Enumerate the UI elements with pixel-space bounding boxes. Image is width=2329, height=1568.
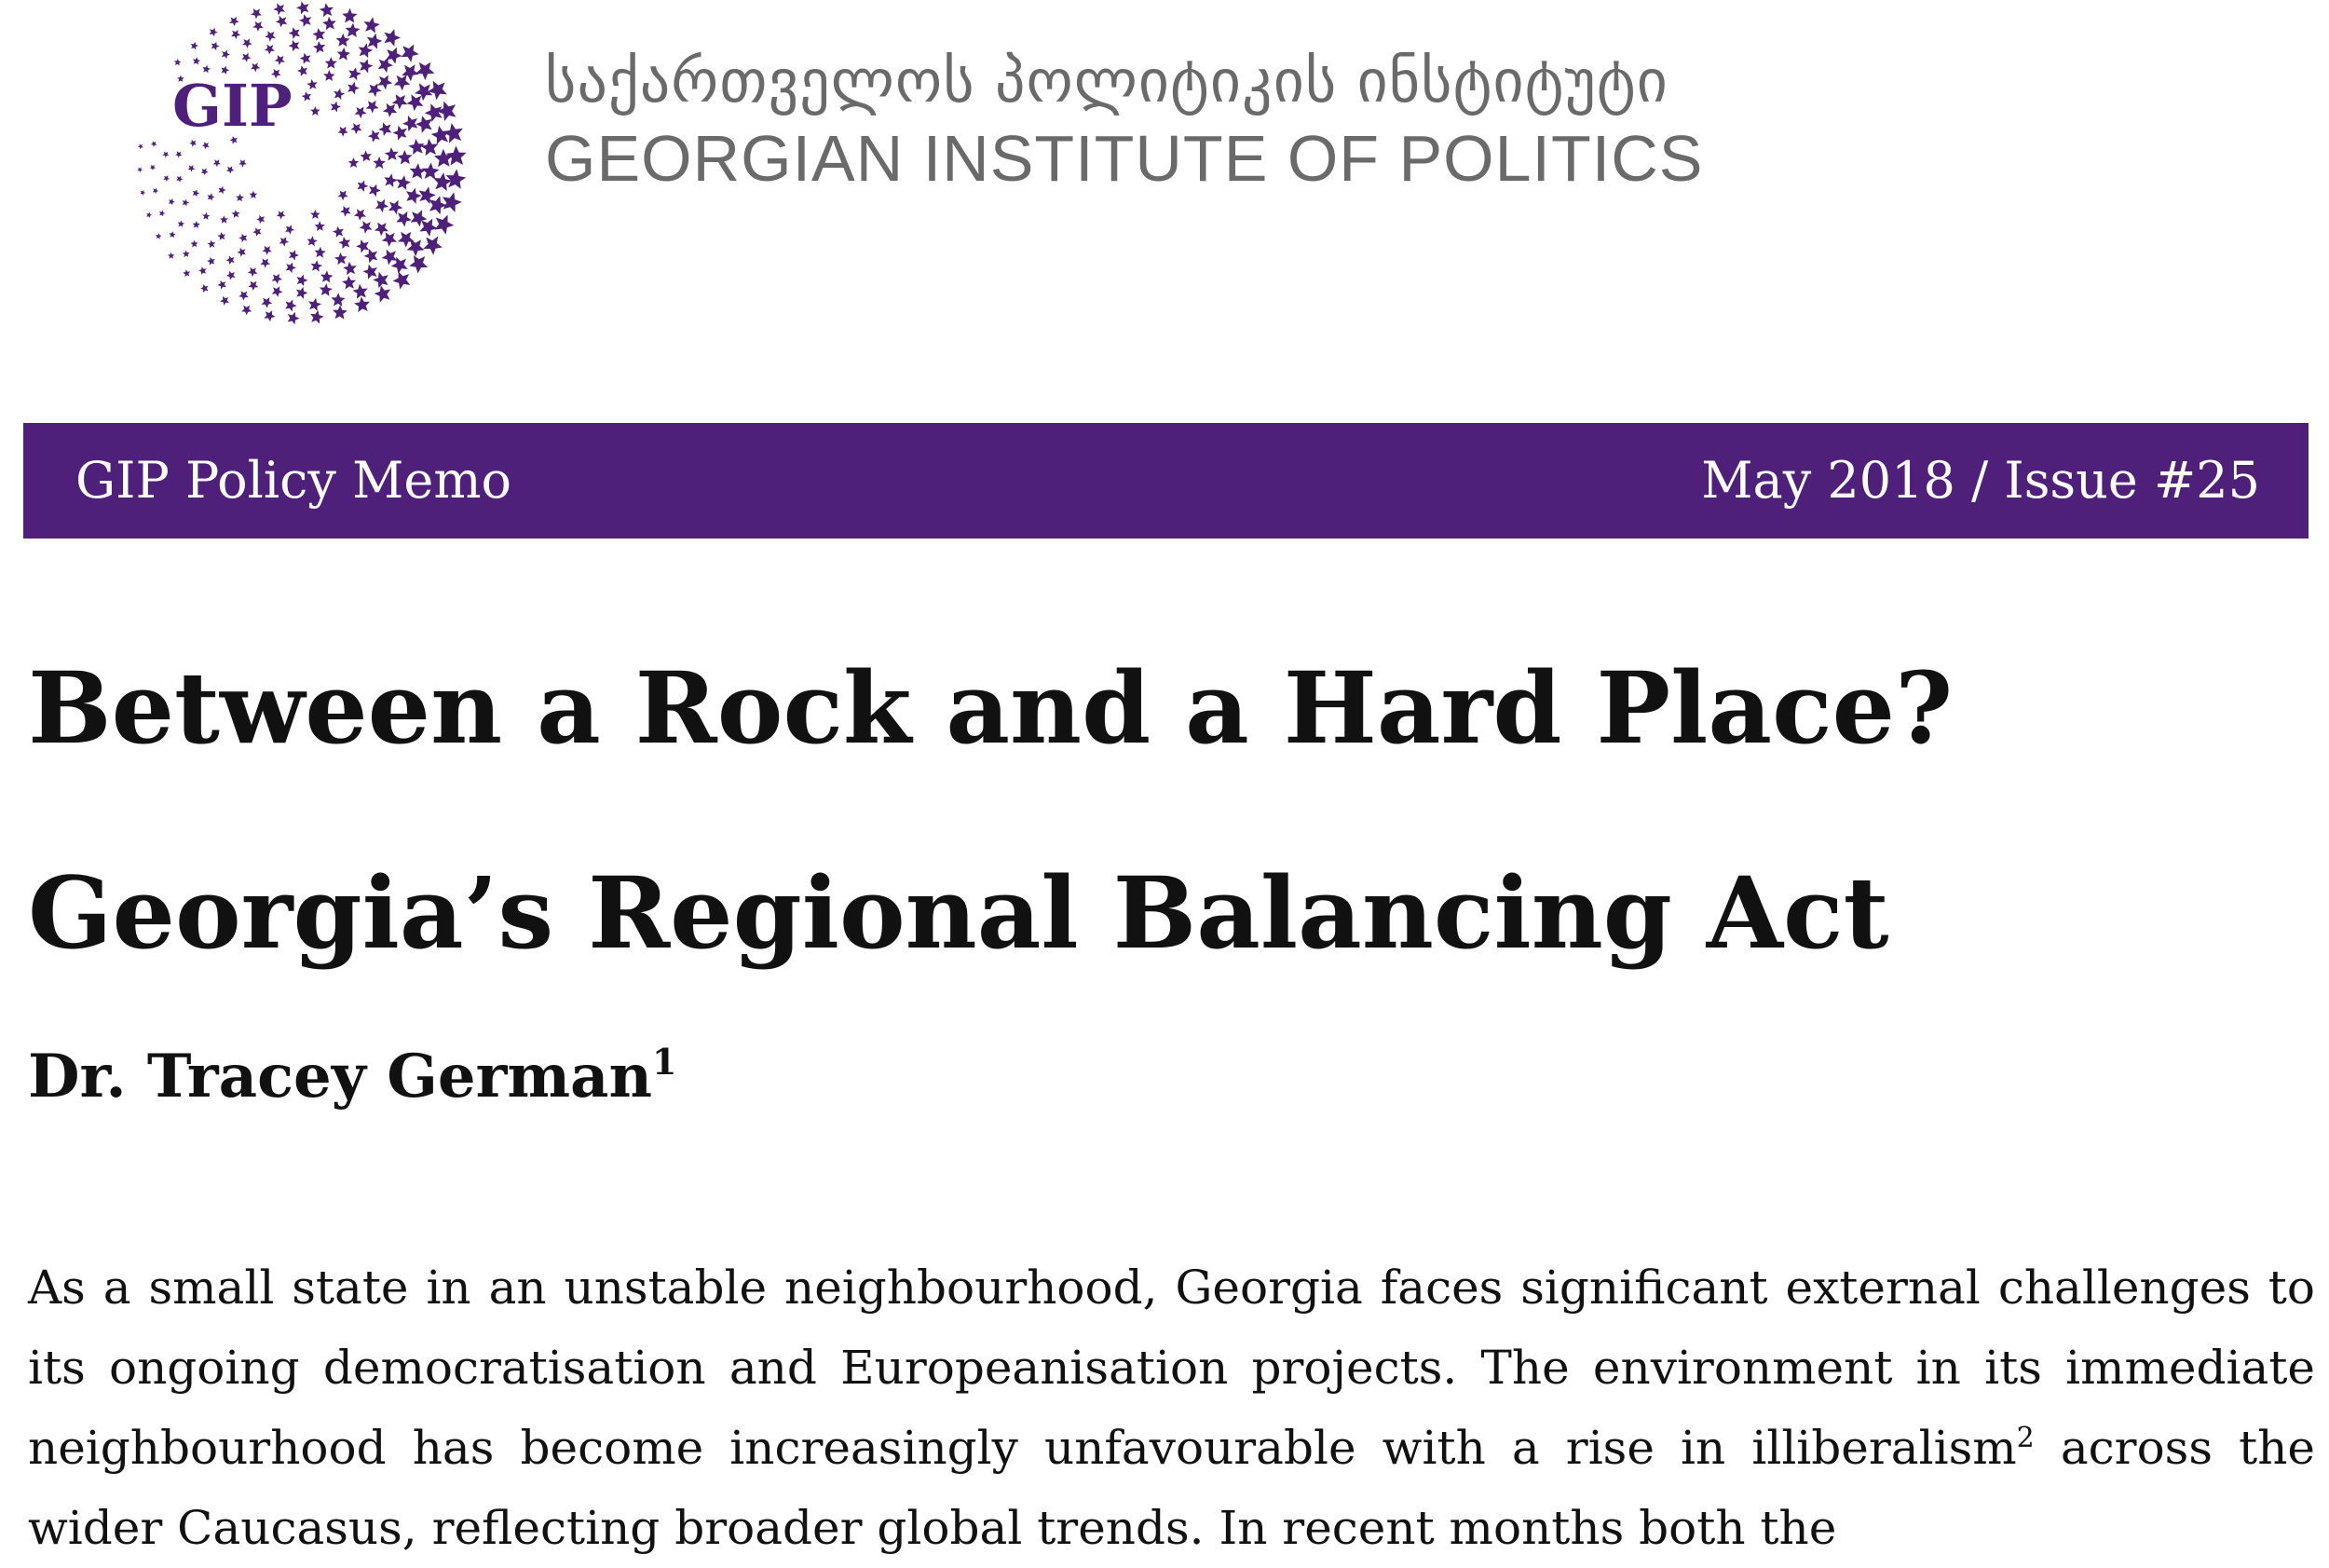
logo-star-shape [415,116,432,133]
logo-star-shape [334,89,345,100]
logo-star-shape [325,57,337,69]
logo-star-shape [289,250,299,260]
logo-star-shape [331,102,341,113]
logo-star-shape [260,259,270,268]
logo-star-shape [238,159,246,167]
logo-star-shape [382,250,398,266]
logo-star-shape [364,249,378,263]
logo-star-shape [322,17,336,31]
logo-star-shape [368,83,382,97]
logo-text: GIP [172,72,293,140]
logo-star-shape [378,57,393,73]
logo-star-shape [385,147,399,161]
logo-star-shape [198,266,207,275]
logo-star-shape [163,175,170,182]
logo-star-shape [251,62,260,72]
logo-star-shape [183,199,189,207]
logo-star-shape [201,169,209,176]
paragraph-footnote-ref[interactable]: 2 [2016,1422,2035,1454]
logo-star-shape [272,274,282,284]
logo-star-shape [342,8,357,23]
logo-star-shape [156,233,162,239]
logo-star-shape [263,246,272,255]
logo-star-shape [241,306,252,316]
logo-star-shape [238,248,246,257]
logo-star-shape [338,237,350,249]
logo-star-shape [169,231,175,238]
logo-star-shape [265,45,275,55]
logo-star-shape [313,41,325,53]
logo-star-shape [272,286,283,297]
logo-star-shape [140,190,145,196]
logo-star-shape [162,152,169,158]
logo-star-shape [202,212,210,220]
logo-star-shape [226,271,236,280]
logo-star-shape [388,200,402,215]
logo-star-shape [190,240,197,248]
logo-star-shape [174,59,182,65]
logo-star-shape [407,239,425,256]
memo-banner [23,423,2309,539]
logo-star-shape [398,150,413,165]
logo-star-shape [320,3,334,17]
logo-star-shape [354,296,370,312]
logo-star-shape [338,127,348,137]
logo-star-shape [193,57,200,64]
logo-star-shape [250,191,258,198]
logo-star-shape [232,210,240,218]
logo-star-shape [208,193,215,200]
organization-name-english: GEORGIAN INSTITUTE OF POLITICS [545,122,1704,195]
logo-star-shape [320,283,333,296]
logo-star-shape [433,172,452,191]
logo-star-shape [313,28,326,41]
logo-star-shape [277,211,286,219]
logo-star-shape [138,144,143,150]
logo-star-shape [183,269,190,277]
logo-star-shape [355,107,367,119]
logo-star-shape [279,237,289,246]
logo-star-shape [251,8,262,19]
logo-star-shape [415,62,434,80]
logo-star-shape [150,165,156,170]
logo-star-shape [311,260,322,271]
logo-star-shape [276,16,287,28]
logo-star-shape [402,45,419,62]
logo-star-shape [406,188,422,204]
logo-star-shape [333,226,344,238]
organization-name-georgian: საქართველოს პოლიტიკის ინსტიტუტი [545,48,1668,116]
logo-star-shape [392,94,408,109]
logo-star-shape [425,103,443,122]
paragraph-text-1: As a small state in an unstable neighbourhood, Georgia faces significant external challenges to its ongoing democratisation and Europeanisation projects. The environment in its immediate neighbourhood has become increasingly unfavourable with a rise in illiberalism [28,1261,2315,1475]
logo-star-shape [218,186,225,194]
author-name: Dr. Tracey German [28,1042,653,1111]
logo-star-shape [383,103,397,117]
logo-star-shape [431,126,450,144]
logo-star-shape [208,240,216,249]
logo-star-shape [242,39,252,48]
logo-star-shape [334,252,347,265]
logo-star-shape [297,65,307,76]
logo-star-shape [363,265,378,280]
logo-star-shape [366,101,379,114]
logo-star-shape [178,220,185,226]
logo-star-shape [358,181,369,192]
logo-star-shape [406,94,423,111]
logo-star-shape [252,21,263,32]
logo-star-shape [333,305,347,319]
gip-logo-icon [107,0,498,335]
author-footnote-ref[interactable]: 1 [652,1041,677,1083]
logo-star-shape [336,34,350,47]
logo-star-shape [256,215,265,224]
logo-star-shape [346,23,361,37]
logo-star-shape [299,14,311,27]
logo-star-shape [348,67,361,80]
logo-star-shape [286,263,296,274]
logo-star-shape [306,79,317,89]
logo-star-shape [193,221,200,228]
logo-star-shape [285,300,297,312]
logo-star-shape [273,3,285,15]
logo-star-shape [151,141,157,146]
logo-star-shape [375,285,391,302]
document-title: Between a Rock and a Hard Place? Georgia’s Regional Balancing Act [28,649,1954,971]
logo-star-shape [419,219,437,237]
issue-label: May 2018 / Issue #25 [1701,451,2260,510]
logo-star-shape [193,189,200,197]
logo-star-shape [236,194,244,202]
logo-star-shape [153,188,158,194]
logo-star-shape [220,215,228,223]
logo-star-shape [315,247,326,258]
logo-star-shape [229,17,238,26]
logo-star-shape [368,130,380,142]
logo-star-shape [384,29,401,47]
logo-star-shape [434,149,453,168]
logo-star-shape [265,31,276,41]
logo-star-shape [248,267,258,277]
logo-star-shape [394,75,411,91]
logo-star-shape [252,227,261,237]
series-label: GIP Policy Memo [75,451,512,510]
logo-star-shape [238,234,247,242]
logo-star-shape [296,287,307,299]
logo-star-shape [300,53,311,64]
logo-star-shape [375,199,388,212]
logo-star-shape [340,206,351,217]
logo-star-shape [137,168,143,173]
logo-star-shape [176,176,183,183]
logo-star-shape [249,281,259,291]
logo-star-shape [437,102,456,121]
organization-name [545,45,1704,198]
logo-star-shape [378,122,391,136]
logo-star-shape [446,169,467,188]
logo-star-shape [213,159,221,167]
logo-star-shape [159,211,166,217]
logo-star-shape [423,237,443,255]
logo-star-shape [210,28,218,36]
logo-star-shape [288,312,300,325]
logo-star-shape [169,198,175,205]
logo-star-shape [350,123,361,134]
logo-star-shape [289,27,300,39]
logo-star-shape [360,59,374,73]
logo-star-shape [338,191,348,201]
logo-star-shape [289,40,300,51]
logo-star-shape [308,298,321,311]
logo-star-shape [361,150,373,161]
logo-star-shape [382,232,397,247]
logo-star-shape [296,1,309,14]
logo-star-shape [211,42,220,50]
logo-star-shape [241,53,251,62]
logo-star-shape [435,215,455,235]
logo-star-shape [373,157,386,169]
logo-star-shape [377,75,392,90]
logo-star-shape [218,280,226,290]
logo-star-shape [347,82,360,94]
logo-star-shape [353,284,368,299]
logo-star-shape [323,70,335,81]
logo-star-shape [296,275,307,287]
logo-star-shape [275,55,285,65]
logo-star-shape [202,142,210,149]
logo-star-shape [231,30,240,39]
paragraph-text-2: across the wider Caucasus, reflecting broader global trends. In recent months both the [28,1421,2315,1555]
logo-star-shape [146,212,152,218]
logo-star-shape [175,151,182,157]
logo-star-shape [367,34,383,49]
author-line [28,1025,676,1114]
logo-star-shape [342,276,356,290]
logo-star-shape [222,50,230,60]
logo-star-shape [337,48,350,61]
logo-star-shape [226,166,234,173]
logo-star-shape [217,232,225,240]
logo-star-shape [302,91,312,102]
logo-star-shape [421,139,439,156]
logo-star-shape [348,157,359,168]
logo-star-shape [369,184,381,198]
logo-star-shape [238,291,249,300]
logo-star-shape [315,221,325,231]
logo-star-shape [200,284,209,293]
logo-star-shape [384,173,398,187]
logo-star-shape [310,106,320,116]
logo-star-shape [428,81,447,101]
logo-star-shape [396,175,411,190]
logo-star-shape [189,140,197,147]
logo-star-shape [264,310,275,321]
logo-star-shape [331,293,345,307]
logo-star-shape [422,163,440,180]
logo-star-shape [183,251,190,258]
logo-star-shape [393,126,407,141]
logo-star-shape [191,42,198,50]
logo-star-shape [207,257,215,266]
logo-star-shape [364,17,380,33]
logo-star-shape [393,272,411,290]
logo-star-shape [443,192,462,212]
logo-star-shape [320,270,334,282]
logo-star-shape [446,146,467,166]
logo-star-shape [168,252,174,259]
logo-star-shape [307,236,318,246]
logo-star-shape [310,310,324,324]
logo-star-shape [356,239,369,252]
logo-star-shape [396,211,412,227]
logo-star-shape [360,221,373,234]
logo-star-shape [285,225,294,234]
logo-star-shape [409,255,428,273]
logo-star-shape [220,296,229,306]
logo-star-shape [188,165,196,172]
logo-star-shape [262,297,273,308]
logo-star-shape [310,210,320,219]
logo-star-shape [354,209,366,221]
logo-star-shape [386,48,402,64]
body-paragraph [28,1248,2315,1568]
logo-star-shape [410,163,426,179]
logo-star-shape [226,255,235,265]
